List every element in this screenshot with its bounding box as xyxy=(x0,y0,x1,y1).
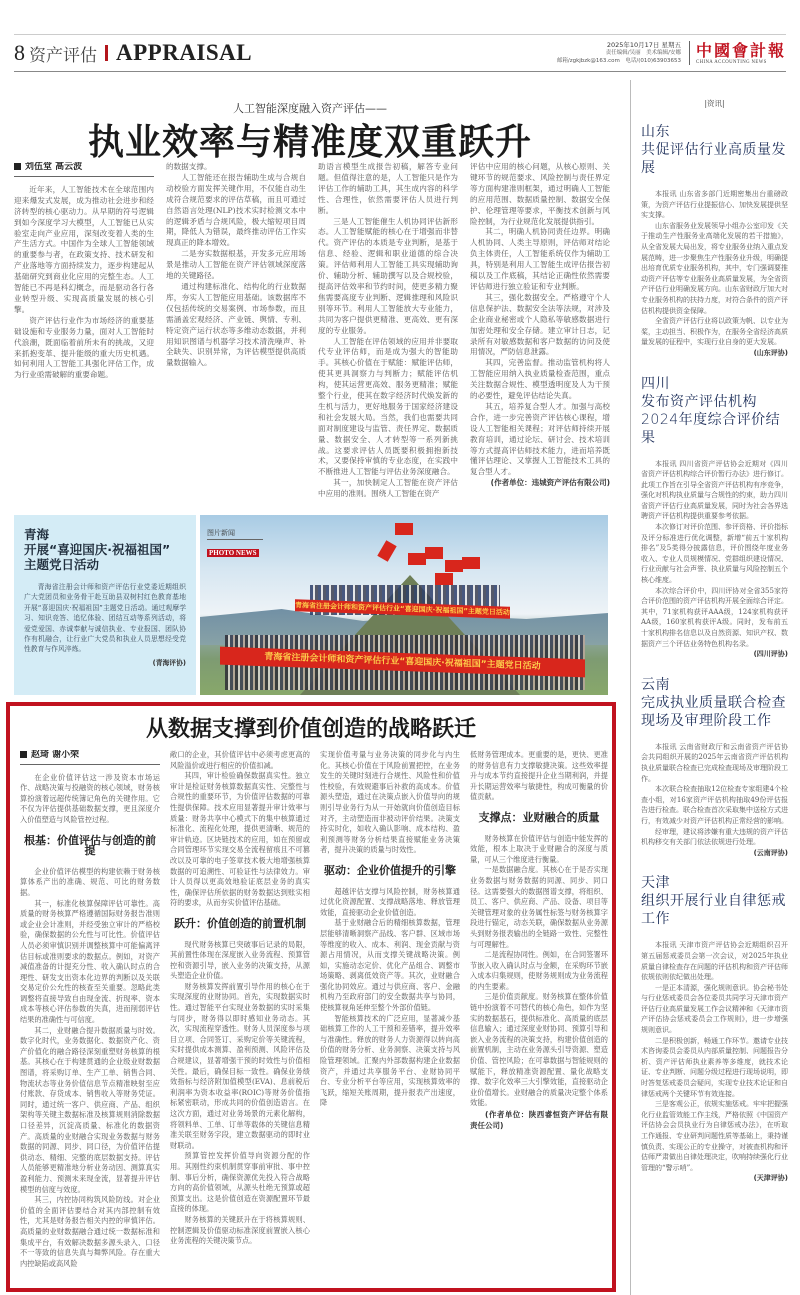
paragraph: 在企业价值评估这一涉及资本市场运作、战略决策与投融资的核心领域，财务核算扮演着远超传统簿记角色的关键作用。它不仅为评估提供基础数据支撑，更且深度介入价值塑造与风险管控过程。 xyxy=(20,772,160,824)
paragraph: 本报讯 四川省资产评估协会近期对《四川省资产评估机构综合评价暂行办法》进行修订。此项工作旨在引导全省资产评估机构有序竞争，强化对机构执业质量与合规性的约束，助力四川省资产评估行业高质量发展，同时为社会各界选聘资产评估机构提供重要参考依据。 xyxy=(641,459,788,521)
lead-byline: 刘伍堂 高云波 xyxy=(14,162,154,177)
feature-subheading-2: 跃升：价值创造的前置机制 xyxy=(174,916,306,930)
issue-info xyxy=(557,41,681,65)
paragraph: 基于业财融合后的精细核算数据，管理层能够清晰洞察产品线、客户群、区域市场等维度的收入、成本、利润、现金贡献与资源占用情况，从而支撑关键战略决策。例如，实施动态定价、优化产品组合、调整市场策略、剥离低效资产等。其次，业财融合强化协同效应。通过与供应商、客户、金融机构乃至政府部门的安全数据共享与协同，使核算视角延伸至整个外部价值链。 xyxy=(320,918,460,1013)
photo-news-headline: 青海 开展“喜迎国庆·祝福祖国” 主题党日活动 xyxy=(24,527,171,572)
news-headline: 天津 组织开展行业自律惩戒工作 xyxy=(641,875,786,928)
page-masthead xyxy=(14,34,386,72)
lead-author-credit: (作者单位：违城资产评估有限公司) xyxy=(490,478,610,488)
paragraph: 三是人工智能催生人机协同评估新形态。人工智能赋能的核心在于增强而非替代。资产评估的本质是专业判断，是基于信息、经验、逻辑和职业道德的综合决策。评估师利用人工智能工具实现辅助询价、辅助分析、辅助撰写以及合规校验，提高评估效率和节约时间，使更多精力聚焦需要高度专业判断、逻辑推理和风险识别等环节。利用人工智能放大专业能力，共同为客户提供更精准、更高效、更有深度的专业服务。 xyxy=(318,216,458,335)
paragraph: 的数据支撑。 xyxy=(166,162,212,171)
paragraph: 助语言模型生成报告初稿，解答专业问题。但值得注意的是，人工智能只是作为评估工作的辅助工具，其生成内容的科学性、合理性，依然需要评估人员进行判断。 xyxy=(318,162,458,215)
news-headline: 云南 完成执业质量联合检查现场及审理阶段工作 xyxy=(641,676,786,729)
paragraph: 现代财务核算已突破事后记录的局限，其前置性体现在深度嵌入业务流程、预算管控和资源引导，嵌入业务的决策支持，从源头塑造企业价值。 xyxy=(170,939,310,981)
feature-column-4 xyxy=(470,750,608,1285)
lead-subtitle: 人工智能深度融入资产评估—— xyxy=(233,102,387,115)
feature-byline: 赵琦 谢小荣 xyxy=(20,750,160,765)
red-flag-icon xyxy=(445,560,463,572)
feature-subheading-3: 驱动：企业价值提升的引擎 xyxy=(324,863,456,877)
paragraph: 低财务管理成本。更重要的是，更快、更准的财务信息有力支撑敏捷决策。这些效率提升与成本节约直接提升企业当期利润，并提升长期运营效率与敏捷性，构成可衡量的价值贡献。 xyxy=(470,750,608,802)
red-flag-icon xyxy=(408,553,426,565)
paragraph: 人工智能在评估领域的应用并非要取代专业评估师，而是成为强大的智能助手。其核心价值在于赋能：赋能评估师，使其更具洞察力与判断力；赋能评估机构，使其运营更高效、服务更精准；赋能整个行业，使其在数字经济时代焕发新的生机与活力，更好地服务于国家经济建设和社会发展大局。当然，我们也需要共同面对制度建设与监管、责任界定、数据质量、数据安全、人才转型等一系列新挑战。这要求评估人员既要积极拥抱新技术，又要保持审慎的专业态度，在实践中不断推进人工智能与评估业务深度融合。 xyxy=(318,336,458,477)
paragraph: 资产评估行业作为市场经济的重要基础设施和专业服务力量，面对人工智能时代浪潮，既面临着前所未有的挑战，又迎来抓抱变革、提升能级的重大历史机遇。如何利用人工智能工具强化评估工作，成为行业亟需破解的重要命题。 xyxy=(14,315,154,380)
paragraph: 三是价值贡献度。财务核算在整体价值链中扮演着不可替代的核心角色，如作为坚实的数据基石，提供标准化、高质量的底层信息输入；通过深度业财协同、预算引导和嵌入业务流程的决策支持，构建价值创造的前置机制，主动在业务源头引导资源、塑造价值、管控风险；在可靠数据与智能规则的赋能下，释放精准资源配置、量化战略支撑、数字化效率三大引擎效能，直接驱动企业价值增长。业财融合的质量决定整个体系效能。 xyxy=(470,992,608,1108)
logo-cn: 中國會計報 xyxy=(695,40,786,60)
paragraph: 实现价值考量与业务决策的同步化与内生化。其核心价值在于风险前置把控，在业务发生的关键时刻进行合规性、风险性和价值性校验，有效规避事后补救的高成本。价值源头塑造，通过在决策点嵌入价值导向的规则引导业务行为从一开始就向价值创造目标对齐，主动塑造而非被动评价结果。决策支持实时化，如收入确认影响、成本结构、盈利预测等财务分析结果直接赋能业务决策者，提升决策的质量与时效性。 xyxy=(320,750,460,855)
lead-column-4 xyxy=(470,162,610,512)
photo-news-credit: (青海评协) xyxy=(152,658,186,667)
section-name-en: APPRAISAL xyxy=(116,40,253,65)
paragraph: 其四，审计检验确保数据真实性。独立审计是检证财务核算数据真实性、完整性与合规性的重要环节，为价值评估数据的可靠性提供保障。技术应用显著提升审计效率与质量：财务共享中心模式下的集中核算通过标准化、流程化处理，提供更清晰、规范的审计轨迹。区块链技术的应用，如在预留或合同管理环节实现交易全流程留痕且不可篡改以及可靠的电子签章技术极大地增强核算数据的可追溯性、可验证性与法律效力。审计人员得以更高效地验证底层业务的真实性，确保评估所依据的财务数据达到账实相符的要求，从而夯实价值评估基础。 xyxy=(170,771,310,908)
paragraph: 本报讯 天津市资产评估协会近期组织召开第五届惩戒委员会第一次会议，对2025年执业质量自律检查存在问题的评估机构和资产评估师依规依则依纪做出处理。 xyxy=(641,941,788,982)
issue-date: 2025年10月17日 星期五 xyxy=(606,41,681,49)
paragraph: 其四，完善监督。推动监管机构将人工智能应用纳入执业质量检查范围，重点关注数据合规性、模型透明度及人为干预的必要性，避免评估结论失真。 xyxy=(470,358,610,401)
news-credit: (山东评协) xyxy=(753,348,788,357)
sidebar-tag: |资讯| xyxy=(704,99,725,108)
paragraph: 本次综合评价中，四川评协对全省355家符合评价范围的资产评估机构开展全面综合评定。其中，71家机构获评AAA级，124家机构获评AA级，160家机构获评A级。同时，发布前五十家机构排名信息以及自然资源、知识产权、数据资产三个评估业务特色机构名录。 xyxy=(641,586,788,648)
feature-subheading-4: 支撑点：业财融合的质量 xyxy=(478,810,600,824)
newspaper-logo xyxy=(696,42,786,65)
news-item-yunnan xyxy=(641,676,788,859)
photo-news-label-en: PHOTO NEWS xyxy=(209,549,257,557)
feature-article-box xyxy=(6,702,616,1292)
paragraph: 预算管控发挥价值导向资源分配的作用。其刚性约束机制贯穿事前审批、事中控制、事后分析，确保资源优先投入符合战略方向的高价值领域，从源头杜绝无预算或超预算支出。这是价值创造在资源配置环节最直接的体现。 xyxy=(170,1151,310,1214)
paragraph: 一是数据融合度。其核心在于是否实现业务数据与财务数据的同源、同步、同口径。这需要强大的数据图谱支撑，将组织、员工、客户、供应商、产品、设备、项目等关键管理对象的业务属性标签与财务核算字段进行锚定，动态关联，确保数据从业务源头到财务报表输出的全链路一致性、完整性与可理解性。 xyxy=(470,865,608,949)
feature-headline: 从数据支撑到价值创造的战略跃迁 xyxy=(145,716,476,742)
editor-credits: 责任编辑/吴丽 美术编辑/安娜 xyxy=(605,50,681,56)
paragraph: 本报讯 云南省财政厅和云南省资产评估协会共同组织开展的2025年云南省资产评估机构执业质量联合检查已完成检查现场及审理阶段工作。 xyxy=(641,742,788,783)
paragraph: 智能核算技术的广泛应用，显著减少基础核算工作的人工干预和差错率，提升效率与准确性。释放的财务人力资源得以转向高价值的财务分析、业务洞察、决策支持与风险管理领域。汇聚内外部数据构建企业数据资产，并通过共享服务平台、业财协同平台、专业分析平台等应用，实现核算效率的飞跃，缩短关账周期，提升报表产出速度，降 xyxy=(320,1013,460,1108)
paragraph: 本次联合检查抽取12位检查专家组建4个检查小组，对16家资产评估机构抽取49份评估报告进行检查。联合检查首次采取集中送检方式进行，有效减少对资产评估机构正常经营的影响。 xyxy=(641,785,788,825)
photo-news-label-cn: 图片新闻 xyxy=(207,528,263,540)
news-credit: (天津评协) xyxy=(753,1174,788,1183)
logo-en: CHINA ACCOUNTING NEWS xyxy=(695,59,767,65)
paragraph: 敞口的企业，其价值评估中必须考虑更高的风险溢价或进行相应的价值扣减。 xyxy=(170,750,310,770)
lead-headline: 执业效率与精准度双重跃升 xyxy=(87,121,532,163)
paragraph: 其三，强化数据安全。严格遵守个人信息保护法、数据安全法等法规，对涉及企业商业秘密或个人隐私等敏感数据进行加密处理和安全存储。建立审计日志，记录所有对敏感数据和客户数据的访问及使用情况，严防信息泄露。 xyxy=(470,292,610,357)
paragraph: 其三，内控协同构筑风险防线。对企业价值的全面评估要结合对其内部控制有效性，尤其是财务报告相关内控的审慎评估。高质量的业财数据融合通过统一数据标准和集成平台，有效解决数据多源头录入、口径不一等致的信息失真与舞弊风险。存在重大内控缺陷或高风险 xyxy=(20,1195,160,1268)
paragraph: 全省资产评估行业将以政策为帆、以专业为桨，主动担当、积极作为，在服务全省经济高质量发展的征程中，实现行业自身的更大发展。 xyxy=(641,317,788,347)
news-item-shandong xyxy=(641,123,788,359)
feature-column-1 xyxy=(20,750,160,1285)
paragraph: 财务核算在价值评估与创造中能发挥的效能，根本上取决于业财融合的深度与质量，可从三个维度进行衡量。 xyxy=(470,833,608,864)
byline-square-icon xyxy=(14,163,21,170)
paragraph: 其一，加快制定人工智能在资产评估中应用的准则。围绕人工智能在资产 xyxy=(318,478,458,499)
news-item-tianjin xyxy=(641,874,788,1184)
news-credit: (四川评协) xyxy=(753,650,788,659)
photo-news-caption-box xyxy=(14,515,196,695)
publication-info xyxy=(386,34,786,72)
byline-square-icon xyxy=(20,751,27,758)
paragraph: 财务核算发挥前置引导作用的核心在于实现深度的业财协同。首先，实现数据实时性。通过智能平台实现业务数据的实时采集与同步，财务得以即时感知业务动态。其次，实现流程穿透性。财务人员深度参与项目立项、合同签订、采购定价等关键流程，实时提供成本测算、盈利预测、风险评估及合规建议，显著增强干预的时效性与价值相关性。最后，确保目标一致性。确保业务绩效指标与经济附加值模型(EVA)、息前税后利润率为资本收益率(ROIC)等财务价值指标紧密联动，形成共同的价值创造语言。在这次方面，通过对业务场景的元素化解构，将领料单、工单、订单等载体的关键信息精准关联至财务字段，建立数据驱动的即时业财联动。 xyxy=(170,981,310,1150)
paragraph: 山东省服务业发展领导小组办公室印发《关于推动生产性服务业高端化发展的若干措施》，从全省发展大局出发，将专业服务业纳入重点发展范畴，进一步聚焦生产性服务业升级，明确提出培育优质专业服务机构，其中，专门强调要推动资产评估等专业服务业高质量发展，为全省资产评估行业明确发展方向。山东省财政厅加大对专业服务机构的扶持力度，对符合条件的资产评估机构提供资金保障。 xyxy=(641,221,788,315)
page-number: 8 xyxy=(14,40,25,65)
paragraph: 人工智能还在报告辅助生成与合规自动校验方面发挥关键作用，不仅能自动生成符合规范要求的评估草稿，而且可通过自然语言处理(NLP)技术实时检测文本中的逻辑矛盾与合规风险，极大缩短项目周期，降低人为错误，最终推动评估工作实现真正的降本增效。 xyxy=(166,172,306,248)
red-flag-icon xyxy=(462,557,480,569)
paragraph: 企业价值评估模型的构建依赖于财务核算体系产出的准确、规范、可比的财务数据。 xyxy=(20,866,160,897)
photo-news-label xyxy=(207,528,263,559)
paragraph: 二是夯实数据根基，开发多元应用场景是推动人工智能在资产评估领域深度落地的关键路径。 xyxy=(166,249,306,281)
news-headline: 山东 共促评估行业高质量发展 xyxy=(641,124,786,176)
contact-info: 邮箱/zgkjbzk@163.com 电话/(010)63903653 xyxy=(556,58,681,64)
paragraph: 本报讯 山东省多部门近期密集出台重磅政策，为资产评估行业提振信心、加快发展提供坚实支撑。 xyxy=(641,190,788,220)
feature-column-2 xyxy=(170,750,310,1285)
paragraph: 一是正本清源，强化规则意识。协会秘书处与行业惩戒委员会各位委员共同学习天津市资产评估行业高质量发展工作会议精神和《天津市资产评估协会惩戒委员会工作规则》，进一步增强规则意识。 xyxy=(641,983,788,1035)
news-headline: 四川 发布资产评估机构2024年度综合评价结果 xyxy=(641,375,781,446)
paragraph: 其一，标准化核算保障评估可靠性。高质量的财务核算严格遵循国际财务报告准则或企业会计准则，并经受独立审计的严格校验，确保数据的公允性与可比性。价值评估人员必须审慎识别并调整核算中可能偏离评估目标或准则要求的数据点。例如，对资产减值准备的计提充分性、收入确认时点的合理性、研发支出资本化边界的判断以及关联交易定价公允性的核查至关重要。忽略此类调整将直接导致自由现金流、折现率、资本成本等核心评估参数的失真，进而削弱评估结果的准确性与可信度。 xyxy=(20,898,160,1025)
photo-banner-upper: 青海省注册会计师和资产评估行业“喜迎国庆·祝福祖国”主题党日活动 xyxy=(295,599,510,619)
photo-banner-lower: 青海省注册会计师和资产评估行业“喜迎国庆·祝福祖国”主题党日活动 xyxy=(220,647,585,678)
photo-news-body: 青海省注册会计师和资产评估行业党委近期组织广大党团员和业务骨干赴互助县双树村红色教育基地开展“喜迎国庆·祝福祖国”主题党日活动。通过观摩学习、知识竞答、追忆体验、团结互动等系列活动，将爱党爱国、赤诚奉献与诚信执业、专业报国、团队协作有机融合，让行业广大党员和执业人员思想经受党性教育与作风淬炼。 xyxy=(24,583,186,654)
paragraph: 本次修订对评价范围、参评资格、评价指标及评分标准进行优化调整，新增“前五十家机构排名”及5类得分披露信息，评价围绕年度业务收入、专业人员规模情况、党群组织建设情况、行业贡献与社会声誉、执业质量与风险控制五个核心维度。 xyxy=(641,523,788,585)
red-flag-icon xyxy=(395,523,413,535)
feature-column-3 xyxy=(320,750,460,1285)
feature-author-credit: (作者单位：陕西睿恒资产评估有限责任公司) xyxy=(470,1110,608,1130)
paragraph: 三是客观公正，依规实施惩戒。牢牢把握强化行业监管效能工作主线，严格依照《中国资产评估协会会员执业行为自律惩戒办法》，在听取工作通报、专业研判问题性质等基础上，秉持谨慎负责、实现公正的专业操守，对被查机构和评估师严肃做出自律处理决定，吹响持续强化行业管理的“警示哨”。 xyxy=(641,1100,788,1172)
red-flag-icon xyxy=(377,540,396,562)
logo-divider xyxy=(689,41,690,65)
paragraph: 近年来，人工智能技术在全球范围内迎来爆发式发展，成为推动社会进步和经济转型的核心驱动力。从早期的符号逻辑到如今深度学习大模型，人工智能已从实验室走向产业应用，深刻改变着人类的生产生活方式。中国作为全球人工智能领域的重要参与者，在政策支持、技术研发和产业落地等方面持续发力，逐步构建起从基础研究到商业化应用的完整生态。人工智能已不再是科幻概念，而是驱动各行各业转型升级、实现高质量发展的核心引擎。 xyxy=(14,184,154,314)
lead-column-1 xyxy=(14,162,154,512)
red-flag-icon xyxy=(435,573,453,585)
paragraph: 财务核算的关键跃升在于将核算规则、控制逻辑及价值驱动标准深度前置嵌入核心业务流程的关键决策节点。 xyxy=(170,1214,310,1246)
paragraph: 二是流程协同性。例如，在合同签署环节嵌入收入确认时点与金额，在采购环节嵌入成本归集规则，使财务规则成为业务流程的内生要素。 xyxy=(470,950,608,991)
paragraph: 评估中应用的核心问题，从核心原则、关键环节的规范要求、风险控制与责任界定等方面构建准则框架，通过明确人工智能的应用范围、数据质量控制、数据安全保护、伦理管理等要求，平衡技术创新与风险控制，为行业规范化发展提供指引。 xyxy=(470,162,610,226)
section-name-cn: 资产评估 xyxy=(29,45,97,66)
feature-subheading-1: 根基：价值评估与创造的前提 xyxy=(24,833,156,858)
lead-column-3 xyxy=(318,162,458,512)
news-sidebar xyxy=(630,80,788,1295)
paragraph: 其二，业财融合提升数据质量与时效。数字化时代，业务数据化、数据资产化、资产价值化的融合路径深刻重塑财务核算的根基。其核心在于构建贯通的企业级业财数据图谱，将采购订单、生产工单、销售合同、物流状态等业务价值信息节点精准映射至应付账款、存货成本、销售收入等财务凭证。同时，通过统一客户、供应商、产品、组织架构等关键主数据标准及核算规则消除数据口径差异，沉淀高质量、标准化的数据资产。高质量的业财融合实现业务数据与财务数据的同源、同步、同口径，为价值评估提供动态、精细、完整的底层数据支持。评估人员能够更精准地分析业务动因、测算真实盈利能力、预测未来现金流，显著提升评估模型的信度与效度。 xyxy=(20,1025,160,1194)
news-item-sichuan xyxy=(641,375,788,660)
news-credit: (云南评协) xyxy=(753,848,788,857)
red-flag-icon xyxy=(425,547,443,559)
group-photo xyxy=(200,515,608,695)
paragraph: 二是积极创新，畅通工作环节。邀请专业技术咨询委员会委员从内部质量控制、问题报告分析、资产评估师执业素养等多维度，就技术论证、专业判断、问题分级过程进行现场说明，即时答复惩戒委员会疑问，实现专业技术论证和自律惩戒两个关键环节有效连接。 xyxy=(641,1036,788,1098)
section-divider-bar xyxy=(105,45,108,61)
paragraph: 其五，培养复合型人才。加强与高校合作，进一步完善资产评估核心课程，增设人工智能相关课程；对评估师持续开展教育培训，通过论坛、研讨会、技术培训等方式提高评估师技术能力，进而培养既懂评估理论、又掌握人工智能技术工具的复合型人才。 xyxy=(470,401,610,477)
lead-column-2 xyxy=(166,162,306,512)
paragraph: 其二，明确人机协同责任边界。明确人机协同、人类主导原则，评估师对结论负主体责任，人工智能系统仅作为辅助工具，特别是利用人工智能生成评估报告初稿以及工作底稿，其结论正确性依然需要评估师进行独立验证和专业判断。 xyxy=(470,227,610,291)
paragraph: 通过构建标准化、结构化的行业数据库，夯实人工智能应用基础。该数据库不仅包括传统的交易案例、市场参数，而且需涵盖宏观经济、产业链、舆情、专利、特定资产运行状态等多维动态数据，并利用知识图谱与机器学习技术清洗噪声、补全缺失、识别异常，为评估模型提供高质量数据输入。 xyxy=(166,281,306,368)
paragraph: 经审理，建议将涉嫌有重大违规的资产评估机构移交有关部门依法依规进行处理。 xyxy=(641,827,788,847)
paragraph: 超越评估支撑与风险控制，财务核算通过优化资源配置、支撑战略落地、释放管理效能，直接驱动企业价值创造。 xyxy=(320,886,460,917)
